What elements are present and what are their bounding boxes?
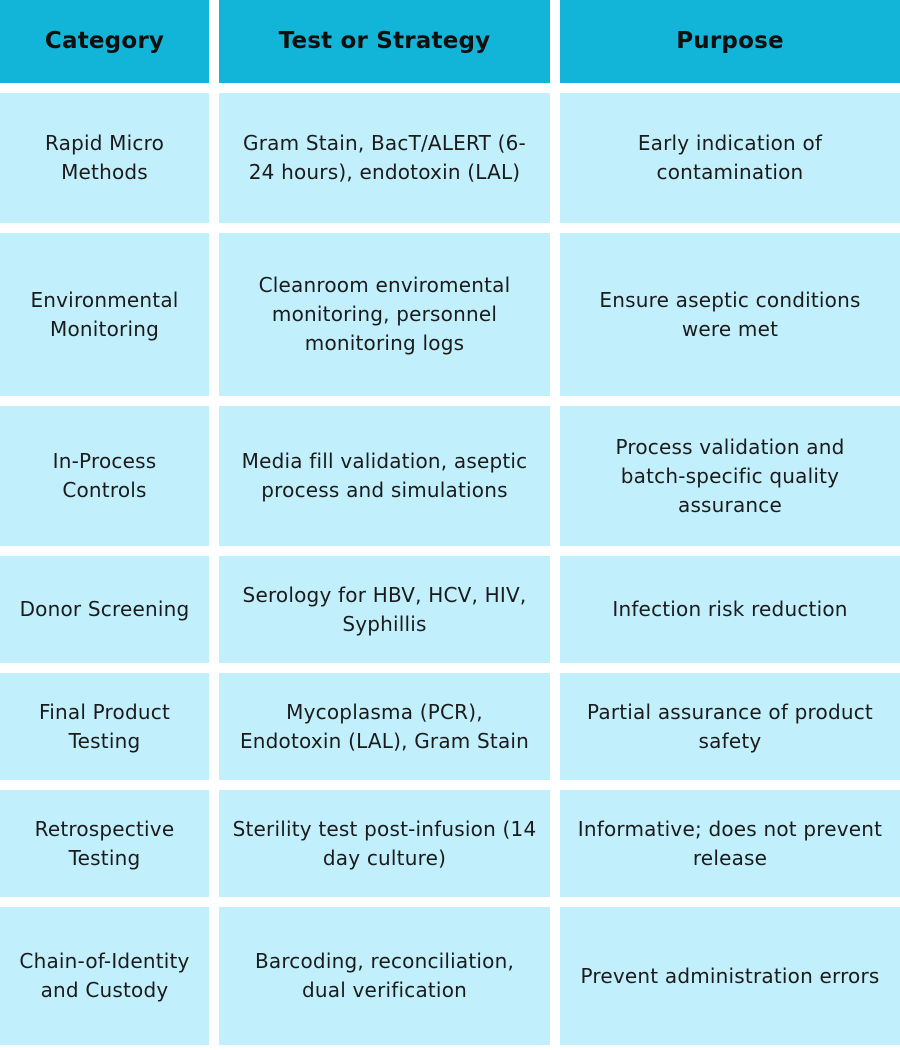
- row-7-category: Chain-of-Identity and Custody: [0, 907, 209, 1045]
- header-purpose: Purpose: [560, 0, 900, 83]
- row-2-category: Environmental Monitoring: [0, 233, 209, 396]
- row-3-test: Media fill validation, aseptic process and simulations: [219, 406, 550, 546]
- row-1-category: Rapid Micro Methods: [0, 93, 209, 223]
- row-3-category: In-Process Controls: [0, 406, 209, 546]
- row-7-purpose: Prevent administration errors: [560, 907, 900, 1045]
- row-4-purpose: Infection risk reduction: [560, 556, 900, 663]
- row-1-purpose: Early indication of contamination: [560, 93, 900, 223]
- row-2-test: Cleanroom enviromental monitoring, personnel monitoring logs: [219, 233, 550, 396]
- row-5-purpose: Partial assurance of product safety: [560, 673, 900, 780]
- row-5-test: Mycoplasma (PCR), Endotoxin (LAL), Gram Stain: [219, 673, 550, 780]
- row-2-purpose: Ensure aseptic conditions were met: [560, 233, 900, 396]
- row-4-category: Donor Screening: [0, 556, 209, 663]
- row-6-test: Sterility test post-infusion (14 day culture): [219, 790, 550, 897]
- row-3-purpose: Process validation and batch-specific quality assurance: [560, 406, 900, 546]
- row-4-test: Serology for HBV, HCV, HIV, Syphillis: [219, 556, 550, 663]
- header-test-strategy: Test or Strategy: [219, 0, 550, 83]
- header-category: Category: [0, 0, 209, 83]
- row-7-test: Barcoding, reconciliation, dual verification: [219, 907, 550, 1045]
- row-6-category: Retrospective Testing: [0, 790, 209, 897]
- row-1-test: Gram Stain, BacT/ALERT (6-24 hours), endotoxin (LAL): [219, 93, 550, 223]
- row-6-purpose: Informative; does not prevent release: [560, 790, 900, 897]
- row-5-category: Final Product Testing: [0, 673, 209, 780]
